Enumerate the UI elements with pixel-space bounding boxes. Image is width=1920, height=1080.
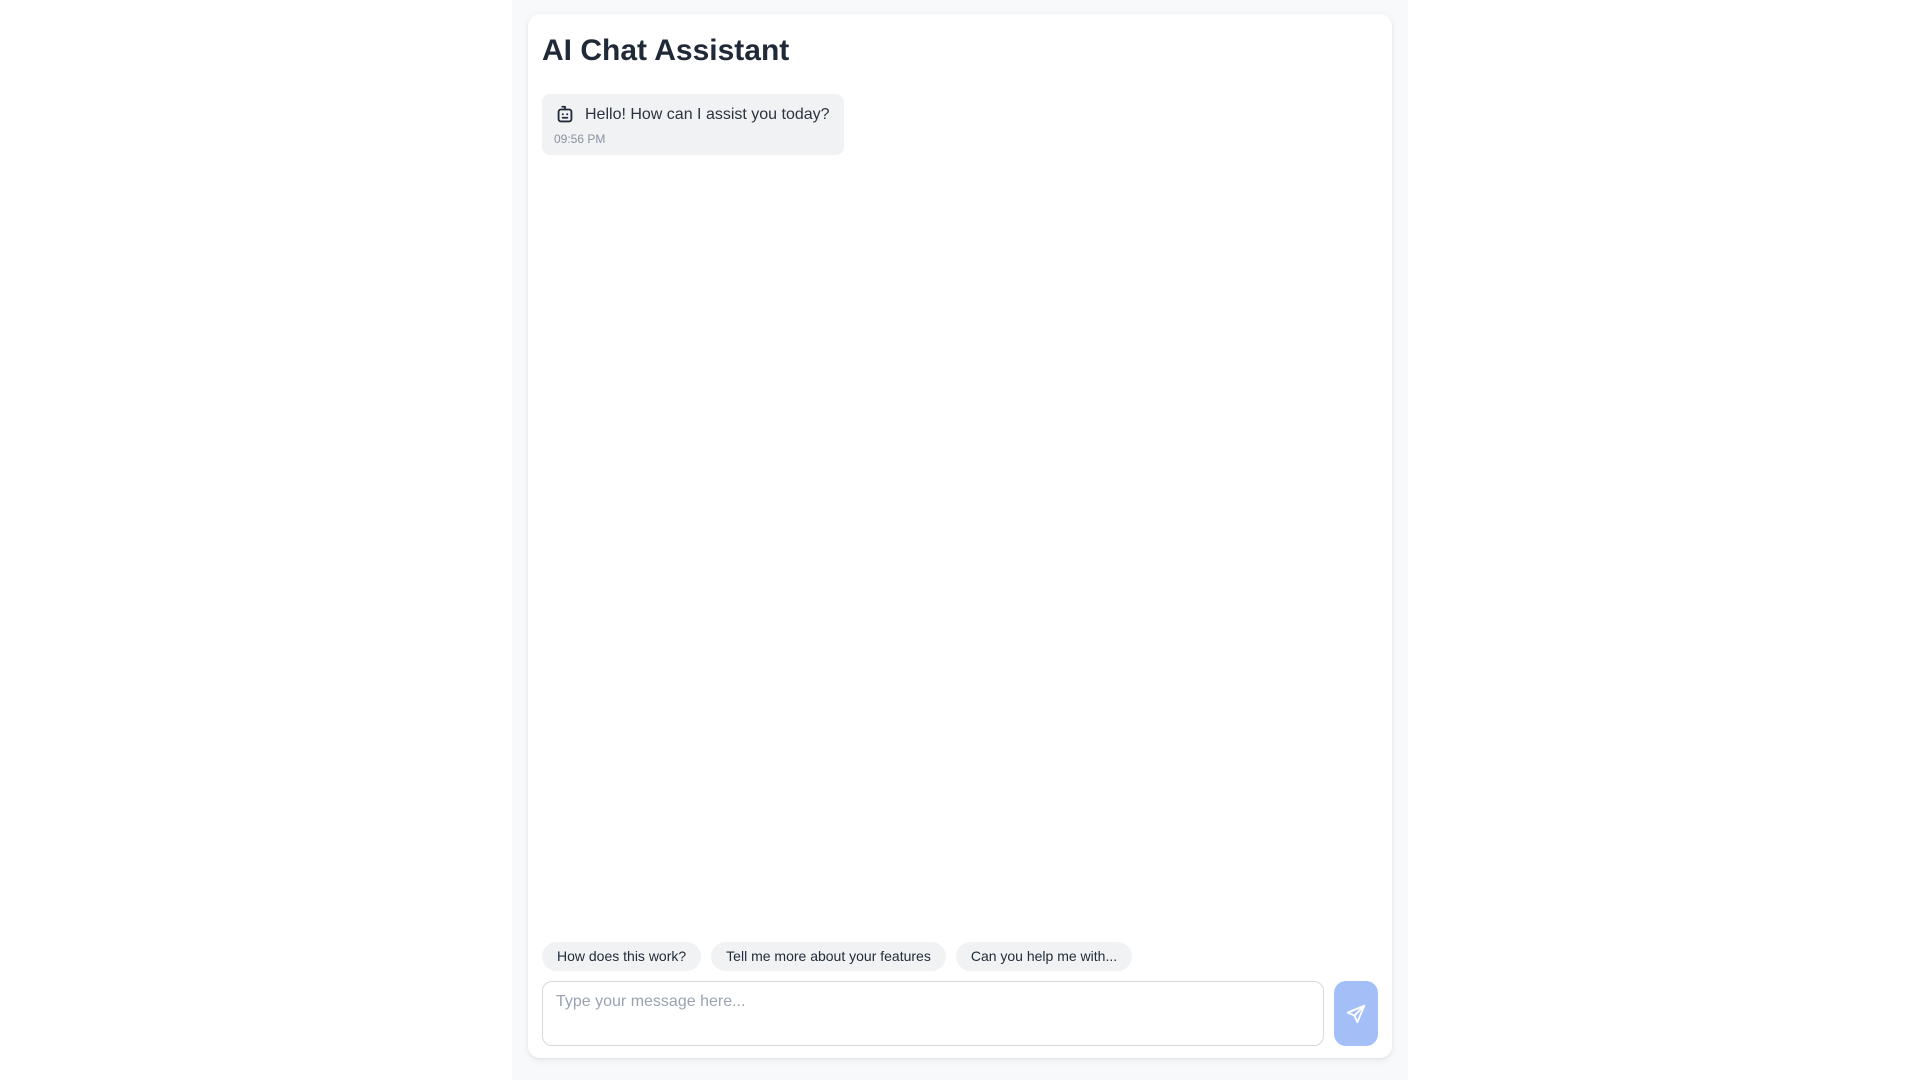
send-button[interactable] [1334,981,1378,1046]
suggestion-chip-how-does-this-work[interactable]: How does this work? [542,942,701,971]
suggestion-chips-row [542,942,1378,971]
bot-message-row [554,104,830,126]
message-input[interactable] [542,981,1324,1046]
message-text: Hello! How can I assist you today? [585,106,830,124]
message-list [542,94,1378,942]
message-timestamp: 09:56 PM [554,132,606,146]
bot-message-bubble [542,94,844,155]
send-icon [1345,1003,1367,1025]
suggestion-chip-help-me-with[interactable]: Can you help me with... [956,942,1132,971]
suggestion-chip-features[interactable]: Tell me more about your features [711,942,946,971]
chat-card [528,14,1392,1058]
chat-wrapper [512,0,1408,1080]
composer [542,981,1378,1046]
page-title: AI Chat Assistant [542,34,790,67]
bot-icon [554,104,576,126]
